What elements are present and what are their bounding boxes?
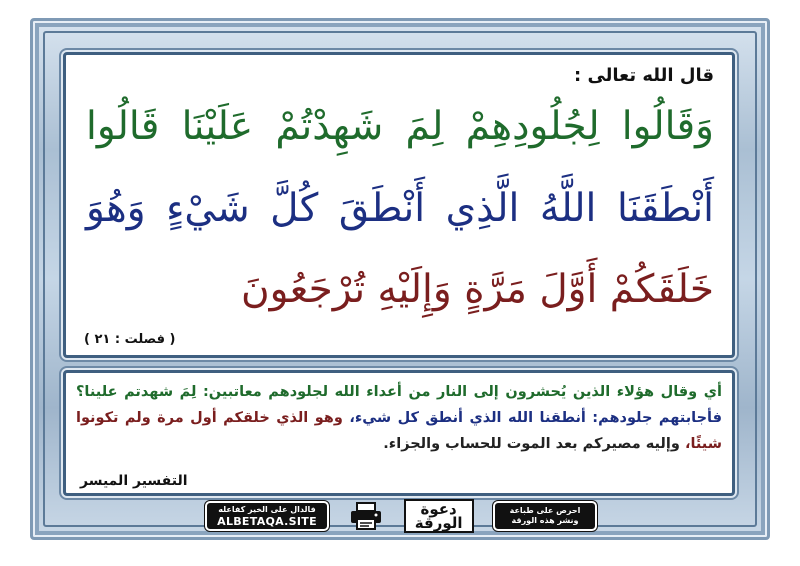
tafsir-part-3: وهو الذي خلقكم أول مرة ولم تكونوا شيئًا، xyxy=(76,410,722,452)
tafsir-part-2: فأجابتهم جلودهم: أنطقنا الله الذي أنطق كل شيء، xyxy=(349,410,722,426)
site-badge[interactable] xyxy=(205,501,329,531)
verse-reference: ( فصلت : ٢١ ) xyxy=(84,332,176,347)
verse-line-2: أَنْطَقَنَا اللَّهُ الَّذِي أَنْطَقَ كُلَّ شَيْءٍ وَهُوَ xyxy=(86,186,714,231)
site-tagline: فالدال على الخير كفاعله xyxy=(218,504,316,514)
verse-line-3: خَلَقَكُمْ أَوَّلَ مَرَّةٍ وَإِلَيْهِ تُرْجَعُونَ xyxy=(241,267,714,312)
footer-bar xyxy=(205,497,597,535)
tafsir-part-1: أي وقال هؤلاء الذين يُحشرون إلى النار من أعداء الله لجلودهم معاتبين: لِمَ شهدتم علينا؟ xyxy=(76,384,722,400)
tafsir-panel xyxy=(63,370,735,496)
verse-line-1: وَقَالُوا لِجُلُودِهِمْ لِمَ شَهِدْتُمْ عَلَيْنَا قَالُوا xyxy=(86,104,714,149)
print-notice-line-1: احرص على طباعة xyxy=(509,506,581,515)
tafsir-part-4: وإليه مصيركم بعد الموت للحساب والجزاء. xyxy=(383,436,680,452)
tafsir-text xyxy=(76,379,722,457)
dawa-logo: دعوة الورقة xyxy=(404,499,474,533)
printer-icon xyxy=(348,501,384,531)
site-url[interactable]: ALBETAQA.SITE xyxy=(217,514,317,528)
print-notice-line-2: ونشر هذه الورقة xyxy=(511,516,579,525)
verse-intro: قال الله تعالى : xyxy=(573,65,714,86)
verse-panel xyxy=(63,52,735,358)
print-notice xyxy=(493,501,597,531)
tafsir-source: التفسير الميسر xyxy=(80,473,188,489)
